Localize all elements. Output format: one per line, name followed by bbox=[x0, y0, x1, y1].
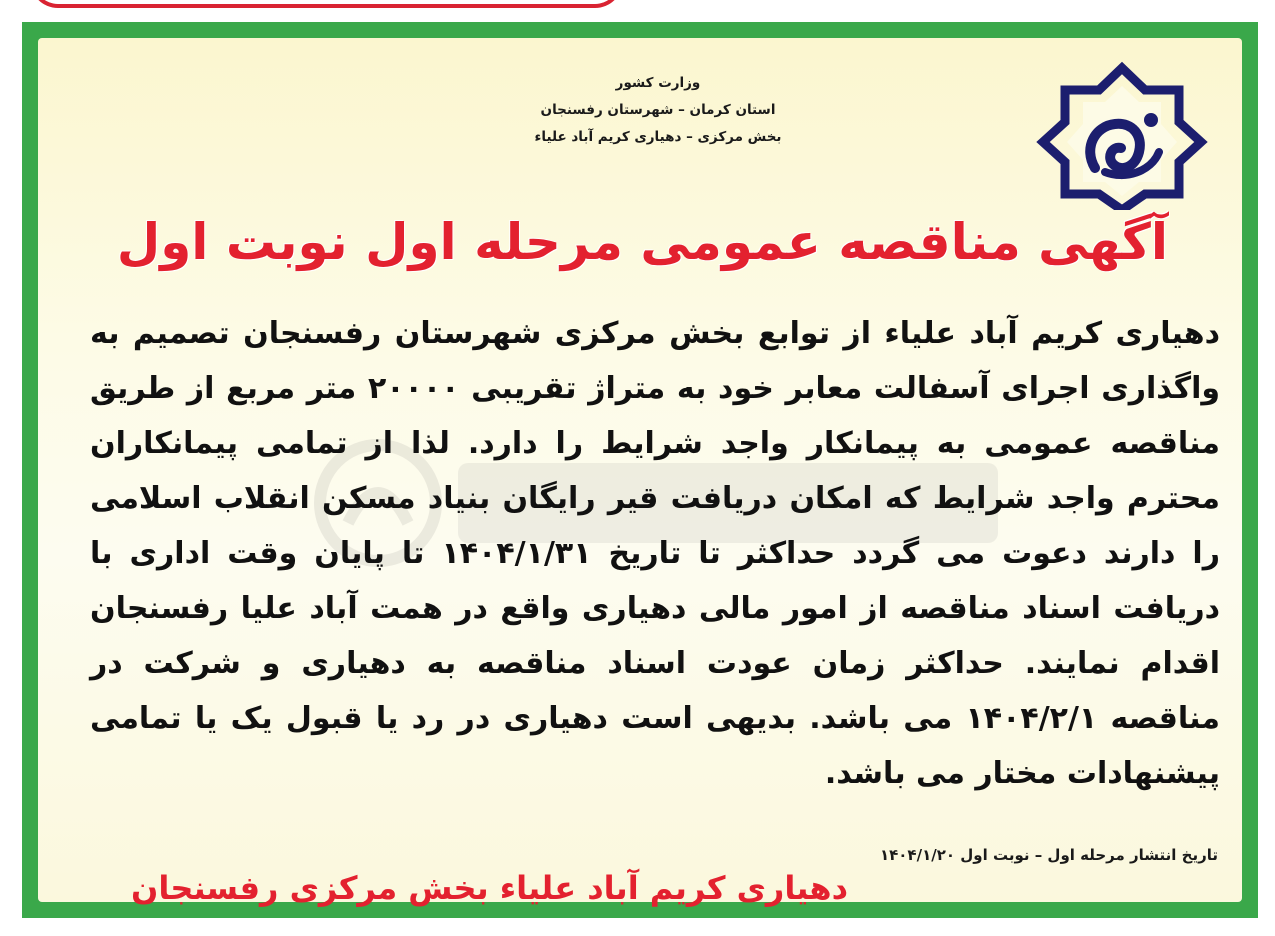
ad-title: آگهی مناقصه عمومی مرحله اول نوبت اول bbox=[116, 213, 1168, 271]
issuer-header bbox=[508, 70, 808, 151]
publication-date: تاریخ انتشار مرحله اول – نوبت اول ۱۴۰۴/۱/۲۰ bbox=[879, 846, 1218, 864]
ad-paper bbox=[38, 38, 1242, 907]
top-red-tab bbox=[30, 0, 623, 8]
province-name: استان کرمان – شهرستان رفسنجان bbox=[540, 102, 776, 118]
interior-ministry-emblem-icon bbox=[1033, 60, 1211, 210]
ad-frame bbox=[22, 22, 1258, 918]
ministry-name: وزارت کشور bbox=[615, 75, 701, 91]
district-name: بخش مرکزی – دهیاری کریم آباد علیاء bbox=[534, 129, 782, 145]
ad-body: دهیاری کریم آباد علیاء از توابع بخش مرکزی شهرستان رفسنجان تصمیم به واگذاری اجرای آسفالت معابر خود به متراژ تقریبی ۲۰۰۰۰ متر مربع از طریق مناقصه عمومی به پیمانکار واجد شرایط را دارد. لذا از تمامی پیمانکاران محترم واجد شرایط که امکان دریافت قیر رایگان بنیاد مسکن انقلاب اسلامی را دارند دعوت می گردد حداکثر تا تاریخ ۱۴۰۴/۱/۳۱ تا پایان وقت اداری با دریافت اسناد مناقصه از امور مالی دهیاری واقع در همت آباد علیا رفسنجان اقدام نمایند. حداکثر زمان عودت اسناد مناقصه به دهیاری و شرکت در مناقصه ۱۴۰۴/۲/۱ می باشد. بدیهی است دهیاری در رد یا قبول یک یا تمامی پیشنهادات مختار می باشد. bbox=[90, 316, 1220, 791]
issuer-signature: دهیاری کریم آباد علیاء بخش مرکزی رفسنجان bbox=[131, 869, 848, 907]
